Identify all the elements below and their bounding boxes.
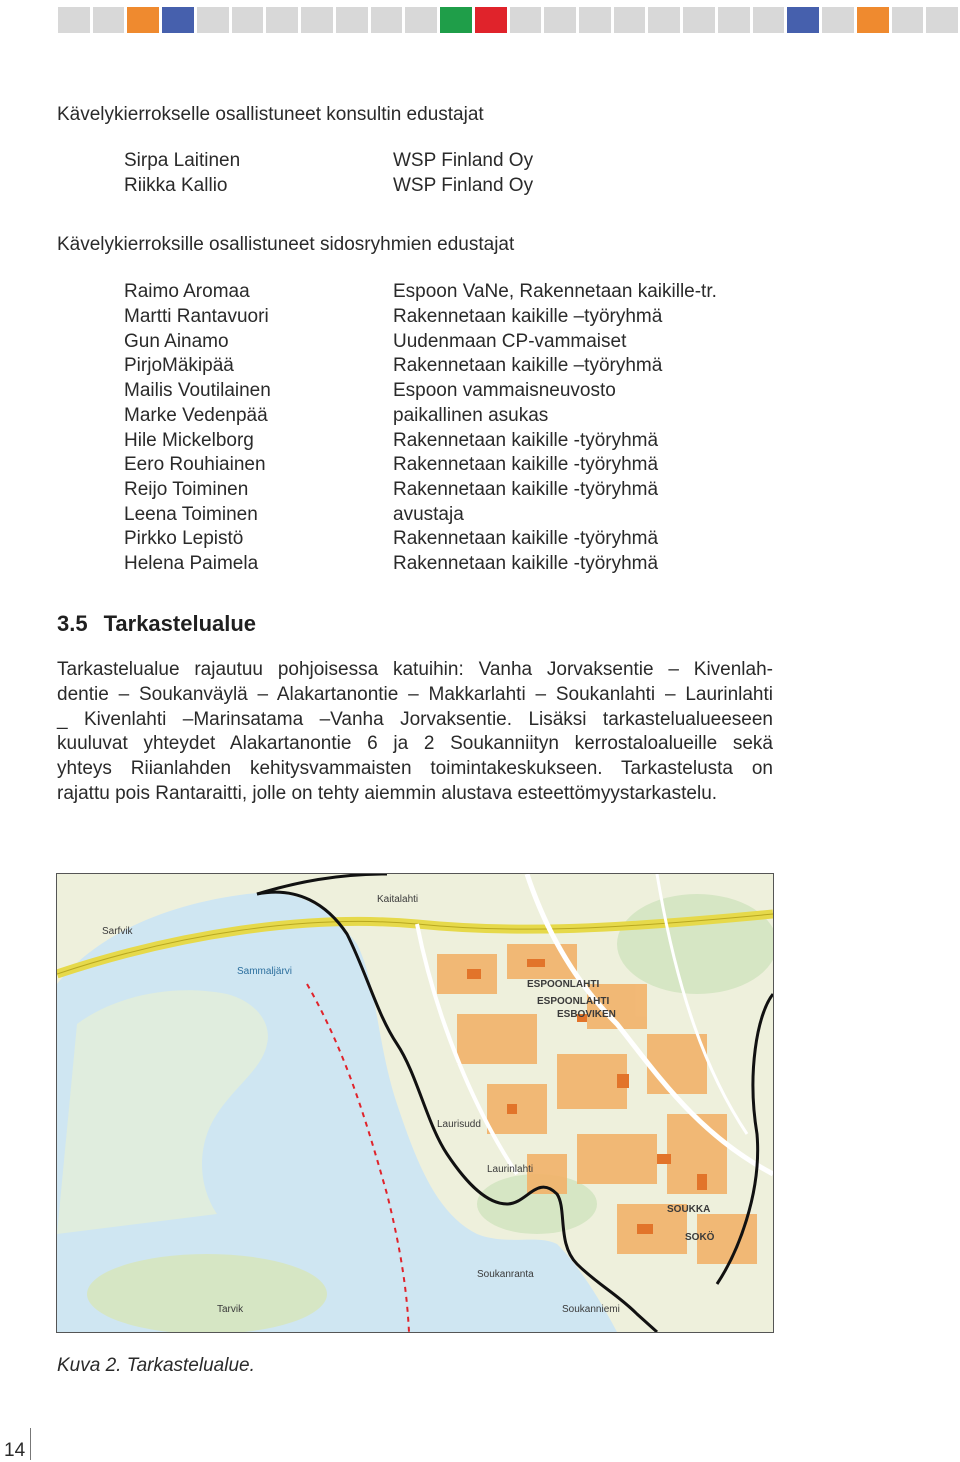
map-label: ESPOONLAHTI (537, 996, 610, 1007)
color-block (892, 7, 924, 33)
stakeholder-name: Hile Mickelborg (124, 430, 254, 451)
stakeholder-name: Gun Ainamo (124, 331, 229, 352)
color-block (336, 7, 368, 33)
color-block (614, 7, 646, 33)
map-label: Sammaljärvi (237, 966, 293, 977)
color-block (371, 7, 403, 33)
stakeholder-name: Marke Vedenpää (124, 405, 268, 426)
map-park (617, 894, 773, 994)
study-area-map (56, 873, 774, 1333)
map-label: Laurinlahti (487, 1164, 534, 1175)
map-label: SOUKKA (667, 1204, 711, 1215)
section-number: 3.5 (57, 611, 88, 636)
color-block (718, 7, 750, 33)
color-block (162, 7, 194, 33)
stakeholder-org: Rakennetaan kaikille -työryhmä (393, 553, 659, 574)
paragraph-line: Tarkastelualue rajautuu pohjoisessa katuihin: Vanha Jorvaksentie – Kivenlah- (57, 659, 773, 680)
map-graphic (57, 874, 773, 1332)
paragraph-line: kuuluvat yhteydet Alakartanontie 6 ja 2 Soukanniityn kerrostaloalueille sekä (57, 733, 773, 755)
figure-caption: Kuva 2. Tarkastelualue. (57, 1355, 255, 1376)
stakeholder-name: Leena Toiminen (124, 504, 258, 525)
color-block (93, 7, 125, 33)
color-block (510, 7, 542, 33)
color-block (58, 7, 90, 33)
stakeholder-org: Rakennetaan kaikille –työryhmä (393, 306, 663, 327)
map-label: SOKÖ (685, 1232, 715, 1243)
header-color-bar (58, 7, 958, 33)
color-block (232, 7, 264, 33)
stakeholder-name: Helena Paimela (124, 553, 259, 574)
stakeholder-org: Uudenmaan CP-vammaiset (393, 331, 627, 352)
paragraph-line: rajattu pois Rantaraitti, jolle on tehty aiemmin alustava esteettömyystarkastelu. (57, 782, 718, 804)
color-block (266, 7, 298, 33)
stakeholder-org: Rakennetaan kaikille -työryhmä (393, 528, 659, 549)
map-label: ESBOVIKEN (557, 1009, 616, 1020)
stakeholder-name: Pirkko Lepistö (124, 528, 244, 549)
color-block (197, 7, 229, 33)
color-block (440, 7, 472, 33)
color-block (544, 7, 576, 33)
consultant-name: Sirpa Laitinen (124, 150, 241, 171)
map-label: Sarfvik (102, 926, 133, 937)
map-label: Soukanranta (477, 1269, 534, 1280)
stakeholder-name: Martti Rantavuori (124, 306, 269, 327)
color-block (405, 7, 437, 33)
section-title-consultants: Kävelykierrokselle osallistuneet konsultin edustajat (57, 104, 484, 125)
color-block (475, 7, 507, 33)
section-title-stakeholders: Kävelykierroksille osallistuneet sidosryhmien edustajat (57, 234, 515, 255)
map-label: Soukanniemi (562, 1304, 620, 1315)
page-number-divider (30, 1428, 31, 1460)
color-block (787, 7, 819, 33)
stakeholder-name: Raimo Aromaa (124, 281, 250, 302)
section-title: Tarkastelualue (103, 611, 257, 636)
paragraph-line: yhteys Riianlahden kehitysvammaisten toimintakeskukseen. Tarkastelusta on (57, 758, 773, 780)
color-block (822, 7, 854, 33)
consultant-org: WSP Finland Oy (393, 175, 534, 196)
stakeholder-org: Rakennetaan kaikille -työryhmä (393, 454, 659, 475)
stakeholder-org: paikallinen asukas (393, 405, 549, 426)
stakeholder-org: avustaja (393, 504, 464, 525)
section-heading (57, 611, 272, 637)
map-label: Tarvik (217, 1304, 244, 1315)
page-number: 14 (4, 1440, 26, 1461)
stakeholder-name: PirjoMäkipää (124, 355, 234, 376)
map-label: ESPOONLAHTI (527, 979, 600, 990)
stakeholder-name: Mailis Voutilainen (124, 380, 271, 401)
color-block (301, 7, 333, 33)
map-label: Kaitalahti (377, 894, 419, 905)
stakeholder-org: Rakennetaan kaikille –työryhmä (393, 355, 663, 376)
map-park (87, 1254, 327, 1332)
color-block (753, 7, 785, 33)
color-block (683, 7, 715, 33)
color-block (857, 7, 889, 33)
color-block (926, 7, 958, 33)
section-paragraph (57, 658, 773, 807)
color-block (648, 7, 680, 33)
stakeholder-org: Rakennetaan kaikille -työryhmä (393, 430, 659, 451)
stakeholder-name: Eero Rouhiainen (124, 454, 266, 475)
stakeholder-org: Espoon VaNe, Rakennetaan kaikille-tr. (393, 281, 717, 302)
stakeholder-org: Rakennetaan kaikille -työryhmä (393, 479, 659, 500)
paragraph-line: dentie – Soukanväylä – Alakartanontie – Makkarlahti – Soukanlahti – Laurinlahti (57, 683, 773, 705)
map-label: Laurisudd (437, 1119, 481, 1130)
stakeholder-name: Reijo Toiminen (124, 479, 249, 500)
consultant-name: Riikka Kallio (124, 175, 228, 196)
color-block (579, 7, 611, 33)
stakeholder-org: Espoon vammaisneuvosto (393, 380, 616, 401)
paragraph-line: _ Kivenlahti –Marinsatama –Vanha Jorvaksentie. Lisäksi tarkastelualueeseen (57, 708, 773, 730)
consultant-org: WSP Finland Oy (393, 150, 534, 171)
color-block (127, 7, 159, 33)
